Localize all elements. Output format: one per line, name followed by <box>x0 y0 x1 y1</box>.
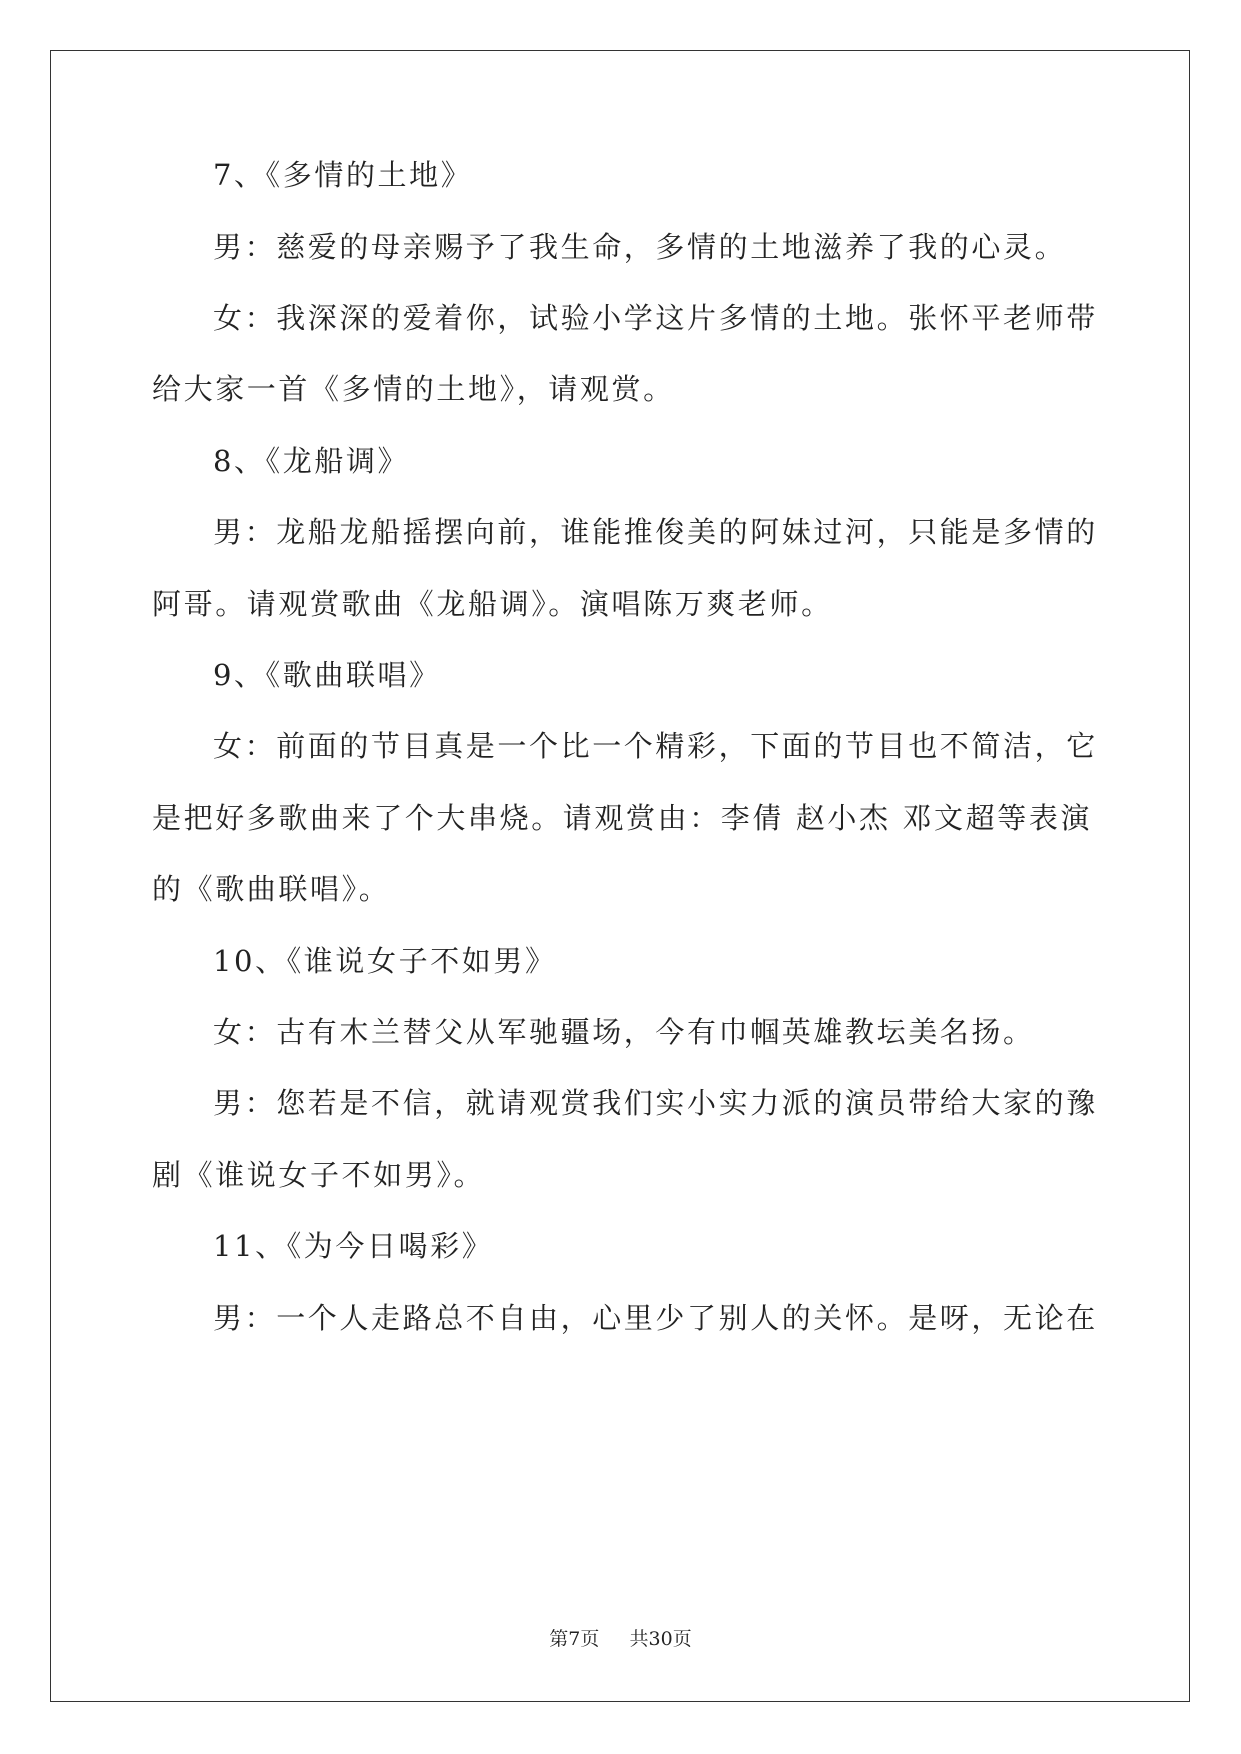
section-heading-8: 8、《龙船调》 <box>213 444 410 478</box>
section-heading-10: 10、《谁说女子不如男》 <box>213 944 557 978</box>
paragraph-line: 是把好多歌曲来了个大串烧。请观赏由：李倩 赵小杰 邓文超等表演 <box>152 801 1093 835</box>
section-heading-7: 7、《多情的土地》 <box>213 158 473 192</box>
paragraph-line: 女：前面的节目真是一个比一个精彩，下面的节目也不简洁，它 <box>213 729 1098 763</box>
paragraph-line: 男：慈爱的母亲赐予了我生命，多情的土地滋养了我的心灵。 <box>213 230 1067 264</box>
section-heading-11: 11、《为今日喝彩》 <box>213 1229 494 1263</box>
paragraph-line: 男：龙船龙船摇摆向前，谁能推俊美的阿妹过河，只能是多情的 <box>213 515 1098 549</box>
paragraph-line: 阿哥。请观赏歌曲《龙船调》。演唱陈万爽老师。 <box>152 587 833 621</box>
page-footer <box>0 1624 1241 1651</box>
paragraph-line: 给大家一首《多情的土地》，请观赏。 <box>152 372 675 406</box>
paragraph-line: 男：您若是不信，就请观赏我们实小实力派的演员带给大家的豫 <box>213 1086 1098 1120</box>
paragraph-line: 的《歌曲联唱》。 <box>152 872 391 906</box>
page-total: 共30页 <box>629 1628 692 1650</box>
paragraph-line: 男：一个人走路总不自由，心里少了别人的关怀。是呀，无论在 <box>213 1301 1098 1335</box>
paragraph-line: 女：我深深的爱着你，试验小学这片多情的土地。张怀平老师带 <box>213 301 1098 335</box>
section-heading-9: 9、《歌曲联唱》 <box>213 658 441 692</box>
paragraph-line: 剧《谁说女子不如男》。 <box>152 1158 486 1192</box>
page-number: 第7页 <box>549 1628 600 1650</box>
paragraph-line: 女：古有木兰替父从军驰疆场，今有巾帼英雄教坛美名扬。 <box>213 1015 1035 1049</box>
